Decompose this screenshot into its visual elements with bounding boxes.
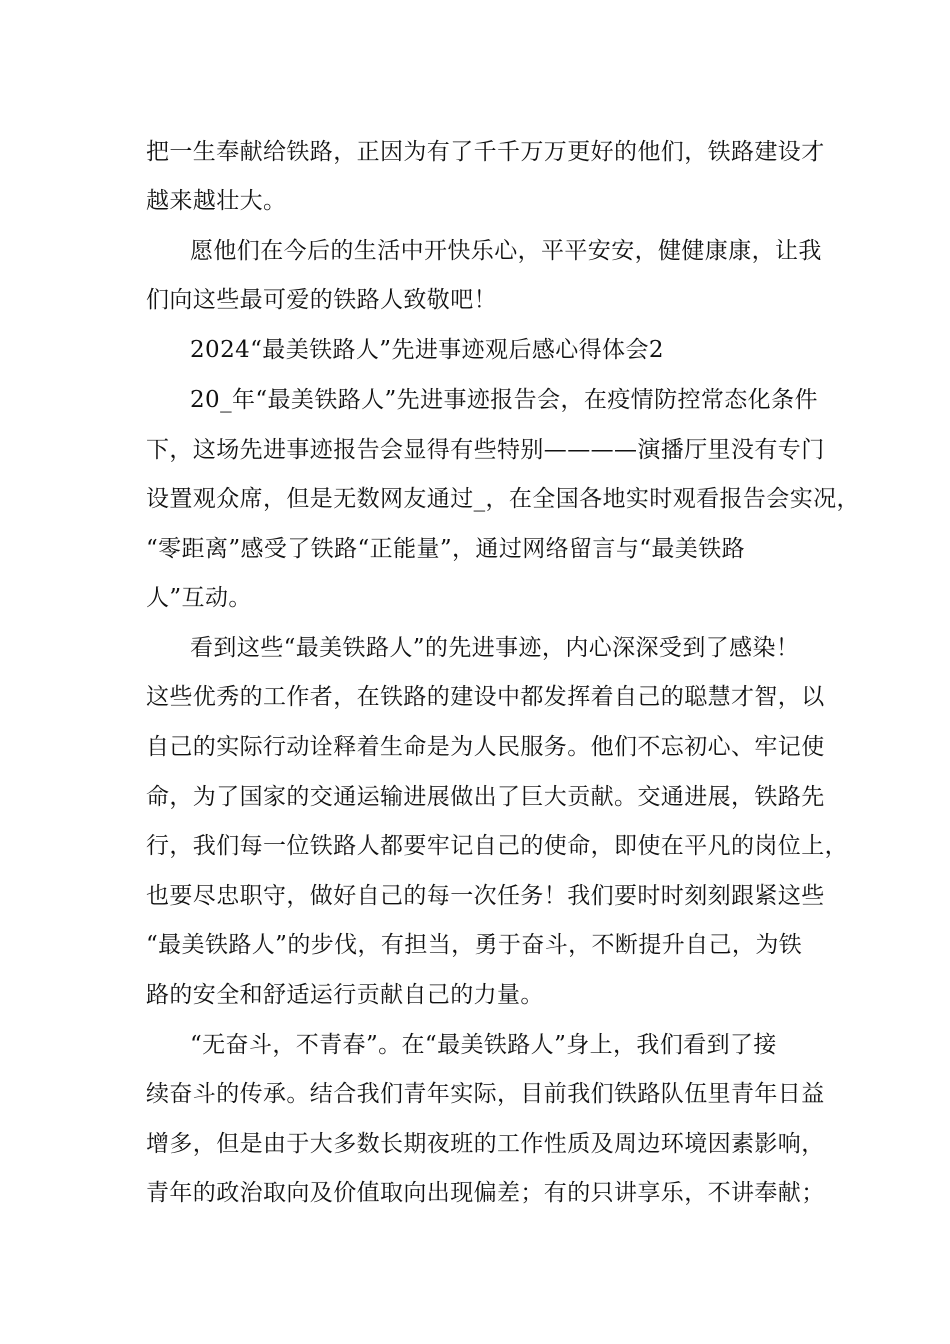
paragraph-line: 路的安全和舒适运行贡献自己的力量。 [146, 982, 544, 1008]
paragraph-line: 们向这些最可爱的铁路人致敬吧！ [146, 287, 497, 313]
paragraph-line: 续奋斗的传承。结合我们青年实际，目前我们铁路队伍里青年日益 [146, 1081, 825, 1107]
paragraph-line: 设置观众席，但是无数网友通过_，在全国各地实时观看报告会实况， [146, 486, 860, 512]
section-heading: 2024“最美铁路人”先进事迹观后感心得体会2 [190, 337, 664, 363]
paragraph-line: 人”互动。 [146, 585, 252, 611]
paragraph-line: 行，我们每一位铁路人都要牢记自己的使命，即使在平凡的岗位上， [146, 833, 848, 859]
paragraph-line: 自己的实际行动诠释着生命是为人民服务。他们不忘初心、牢记使 [146, 734, 825, 760]
paragraph-line: “最美铁路人”的步伐，有担当，勇于奋斗，不断提升自己，为铁 [146, 932, 803, 958]
paragraph-line: 愿他们在今后的生活中开快乐心，平平安安，健健康康，让我 [190, 238, 822, 264]
paragraph-line: 也要尽忠职守，做好自己的每一次任务！我们要时时刻刻跟紧这些 [146, 883, 825, 909]
paragraph-line: 把一生奉献给铁路，正因为有了千千万万更好的他们，铁路建设才 [146, 139, 825, 165]
paragraph-line: 命，为了国家的交通运输进展做出了巨大贡献。交通进展，铁路先 [146, 784, 825, 810]
paragraph-line: 越来越壮大。 [146, 188, 287, 214]
paragraph-line: 青年的政治取向及价值取向出现偏差；有的只讲享乐，不讲奉献； [146, 1180, 825, 1206]
paragraph-line: 这些优秀的工作者，在铁路的建设中都发挥着自己的聪慧才智，以 [146, 684, 825, 710]
paragraph-line: 增多，但是由于大多数长期夜班的工作性质及周边环境因素影响， [146, 1131, 825, 1157]
paragraph-line: “无奋斗，不青春”。在“最美铁路人”身上，我们看到了接 [190, 1032, 777, 1058]
paragraph-line: 看到这些“最美铁路人”的先进事迹，内心深深受到了感染！ [190, 635, 800, 661]
paragraph-line: 20_年“最美铁路人”先进事迹报告会，在疫情防控常态化条件 [190, 387, 818, 413]
paragraph-line: 下，这场先进事迹报告会显得有些特别————演播厅里没有专门 [146, 437, 825, 463]
paragraph-line: “零距离”感受了铁路“正能量”，通过网络留言与“最美铁路 [146, 536, 745, 562]
